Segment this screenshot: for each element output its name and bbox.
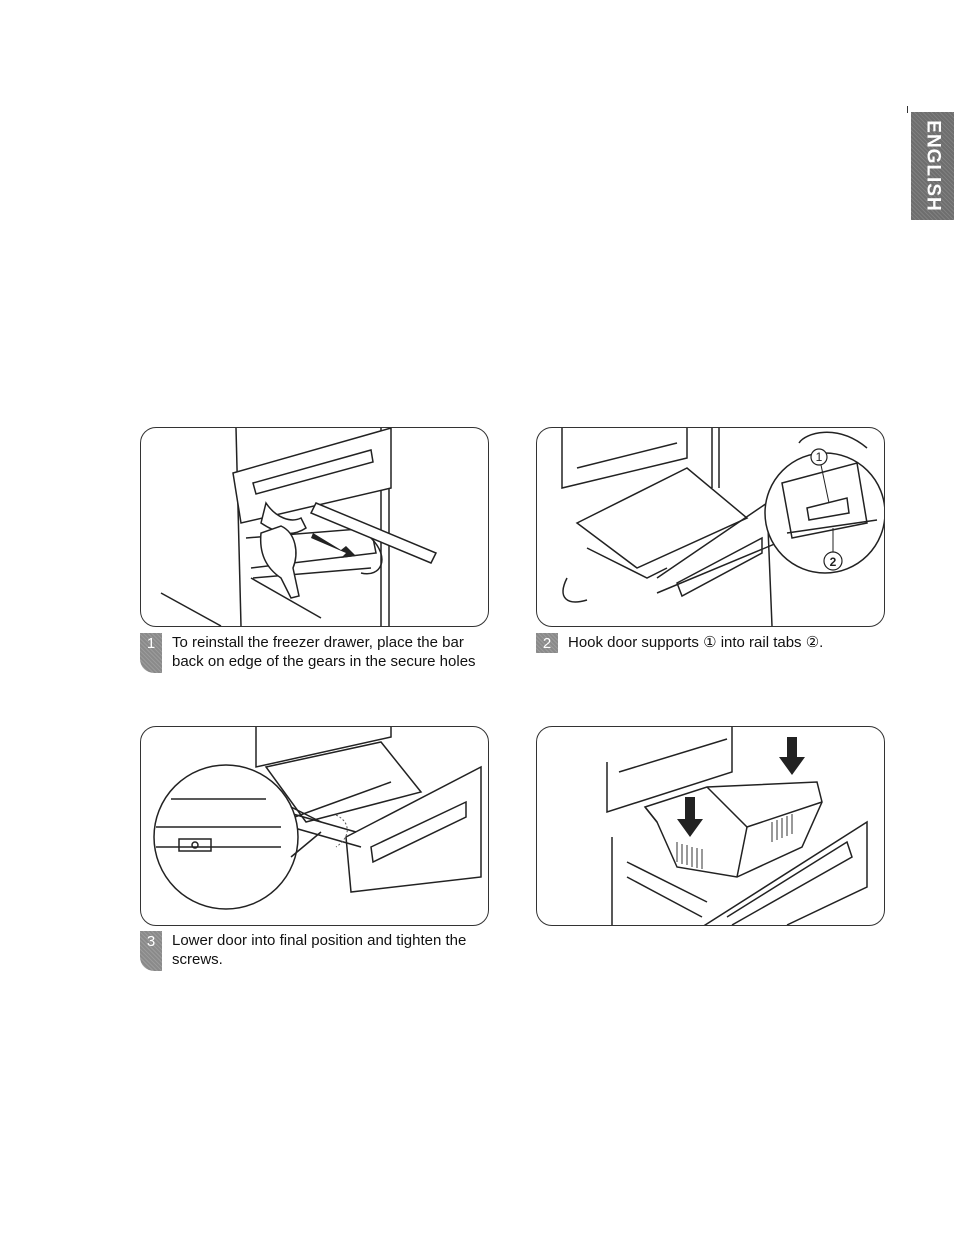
illustration-step-2 bbox=[536, 427, 885, 627]
door-support-illustration bbox=[537, 428, 884, 626]
drawer-bar-illustration bbox=[141, 428, 488, 626]
illustration-step-4 bbox=[536, 726, 885, 926]
language-tab-label: ENGLISH bbox=[922, 120, 944, 212]
step-2-number: 2 bbox=[536, 633, 558, 653]
door-screw-illustration bbox=[141, 727, 488, 925]
step-1-number: 1 bbox=[140, 633, 162, 673]
step-1 bbox=[140, 633, 476, 673]
step-3 bbox=[140, 931, 466, 971]
step-2-text: Hook door supports ① into rail tabs ②. bbox=[568, 634, 824, 651]
step-2 bbox=[536, 633, 823, 653]
step-3-number: 3 bbox=[140, 931, 162, 971]
callout-2: 2 bbox=[829, 555, 837, 569]
basket-illustration bbox=[537, 727, 884, 925]
language-tab bbox=[911, 112, 954, 220]
page-tick-mark bbox=[907, 106, 908, 113]
illustration-step-1 bbox=[140, 427, 489, 627]
step-1-text: To reinstall the freezer drawer, place the bar back on edge of the gears in the secure holes bbox=[172, 634, 476, 670]
step-3-text: Lower door into final position and tighten the screws. bbox=[172, 932, 467, 968]
callout-1: 1 bbox=[815, 450, 823, 464]
illustration-step-3 bbox=[140, 726, 489, 926]
